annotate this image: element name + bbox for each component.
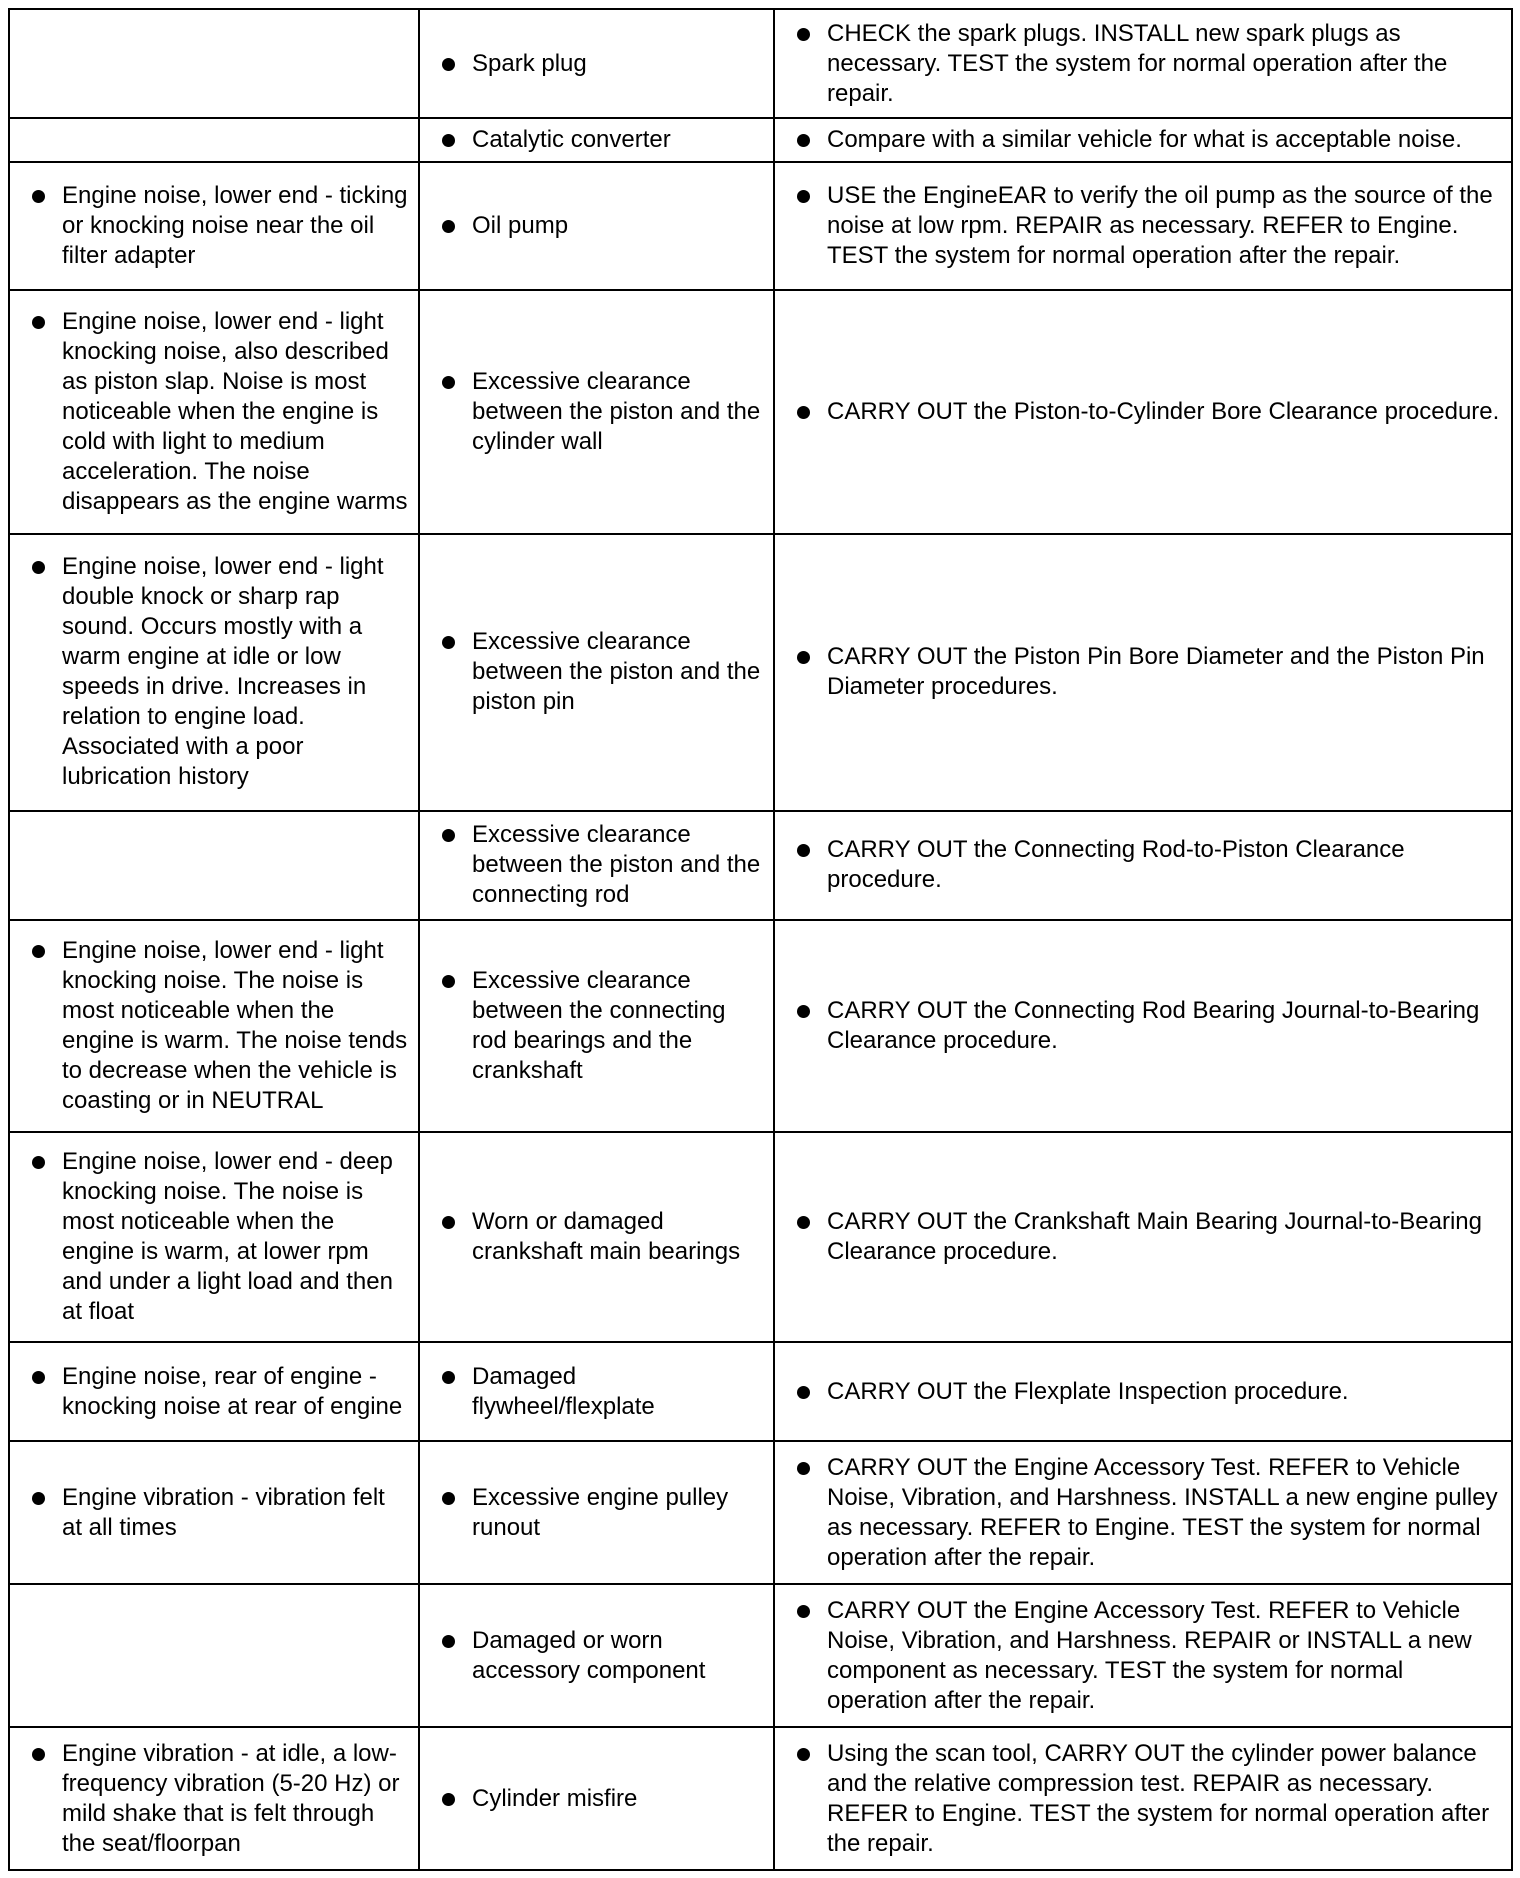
action-cell [774,1727,1512,1870]
bullet-icon [442,376,455,389]
symptom-text: Engine vibration - at idle, a low-frequency vibration (5-20 Hz) or mild shake that is felt through the seat/floorpan [62,1739,400,1857]
table-row [9,534,1512,811]
bullet-icon [442,829,455,842]
action-bullet [783,1596,1503,1716]
bullet-icon [797,1605,810,1618]
symptom-text: Engine vibration - vibration felt at all times [62,1483,385,1541]
bullet-icon [442,1492,455,1505]
cause-bullet [428,1483,765,1543]
action-text: CARRY OUT the Flexplate Inspection procedure. [827,1377,1349,1405]
bullet-icon [442,636,455,649]
cause-text: Excessive clearance between the connecting rod bearings and the crankshaft [472,966,726,1084]
symptom-cell [9,534,419,811]
table-row [9,9,1512,118]
symptom-text: Engine noise, lower end - light double knock or sharp rap sound. Occurs mostly with a warm engine at idle or low speeds in drive. Increases in relation to engine load. Associated with a poor lubrication history [62,553,384,791]
symptom-bullet [18,181,410,271]
action-cell [774,290,1512,533]
action-cell [774,534,1512,811]
action-text: CHECK the spark plugs. INSTALL new spark plugs as necessary. TEST the system for normal operation after the repair. [827,19,1448,107]
cause-text: Damaged or worn accessory component [472,1626,706,1684]
symptom-bullet [18,1483,410,1543]
bullet-icon [797,406,810,419]
bullet-icon [32,561,45,574]
action-cell [774,162,1512,290]
action-text: Compare with a similar vehicle for what is acceptable noise. [827,126,1462,154]
action-cell [774,9,1512,118]
action-bullet [783,181,1503,271]
cause-text: Catalytic converter [472,126,671,154]
cause-text: Excessive clearance between the piston and the piston pin [472,628,761,716]
action-text: CARRY OUT the Engine Accessory Test. REFER to Vehicle Noise, Vibration, and Harshness. INSTALL a new engine pulley as necessary. REFER to Engine. TEST the system for normal operation after the repair. [827,1453,1498,1571]
bullet-icon [797,1005,810,1018]
cause-cell [419,811,774,920]
table-row [9,811,1512,920]
bullet-icon [442,1793,455,1806]
bullet-icon [442,134,455,147]
bullet-icon [442,58,455,71]
cause-bullet [428,820,765,910]
cause-bullet [428,1784,765,1814]
action-cell [774,811,1512,920]
action-bullet [783,642,1503,702]
symptom-cell [9,118,419,162]
symptom-bullet [18,1362,410,1422]
symptom-bullet [18,1739,410,1859]
action-bullet [783,1739,1503,1859]
bullet-icon [797,1386,810,1399]
action-bullet [783,996,1503,1056]
diagnosis-table-body [9,9,1512,1870]
symptom-cell [9,1342,419,1441]
cause-cell [419,118,774,162]
symptom-cell [9,1132,419,1342]
table-row [9,1727,1512,1870]
cause-bullet [428,211,765,241]
action-bullet [783,125,1503,155]
action-bullet [783,397,1503,427]
table-row [9,1584,1512,1727]
bullet-icon [797,1216,810,1229]
bullet-icon [442,1371,455,1384]
bullet-icon [797,651,810,664]
action-text: CARRY OUT the Piston Pin Bore Diameter and the Piston Pin Diameter procedures. [827,643,1485,701]
cause-cell [419,162,774,290]
table-row [9,162,1512,290]
action-bullet [783,835,1503,895]
cause-text: Worn or damaged crankshaft main bearings [472,1207,741,1265]
bullet-icon [797,190,810,203]
action-text: CARRY OUT the Connecting Rod Bearing Journal-to-Bearing Clearance procedure. [827,996,1480,1054]
action-cell [774,1441,1512,1584]
cause-cell [419,1727,774,1870]
symptom-text: Engine noise, lower end - light knocking noise, also described as piston slap. Noise is most noticeable when the engine is cold with light to medium acceleration. The noise disappears as the engine warms [62,307,408,515]
table-row [9,1441,1512,1584]
bullet-icon [797,134,810,147]
symptom-text: Engine noise, rear of engine - knocking noise at rear of engine [62,1362,403,1420]
bullet-icon [797,1462,810,1475]
cause-bullet [428,125,765,155]
cause-text: Excessive engine pulley runout [472,1483,729,1541]
diagnosis-table [8,8,1513,1871]
cause-bullet [428,1362,765,1422]
cause-text: Cylinder misfire [472,1784,638,1812]
bullet-icon [442,975,455,988]
cause-cell [419,1441,774,1584]
bullet-icon [797,28,810,41]
bullet-icon [442,1635,455,1648]
cause-text: Excessive clearance between the piston and the connecting rod [472,821,761,909]
action-text: USE the EngineEAR to verify the oil pump as the source of the noise at low rpm. REPAIR as necessary. REFER to Engine. TEST the system for normal operation after the repair. [827,182,1493,270]
action-cell [774,118,1512,162]
symptom-bullet [18,1147,410,1327]
action-text: CARRY OUT the Piston-to-Cylinder Bore Clearance procedure. [827,397,1500,425]
cause-cell [419,290,774,533]
symptom-cell [9,9,419,118]
action-bullet [783,19,1503,109]
bullet-icon [442,220,455,233]
symptom-text: Engine noise, lower end - deep knocking noise. The noise is most noticeable when the engine is warm, at lower rpm and under a light load and then at float [62,1147,393,1325]
cause-text: Oil pump [472,212,569,240]
symptom-cell [9,811,419,920]
cause-bullet [428,1626,765,1686]
bullet-icon [32,1156,45,1169]
cause-cell [419,9,774,118]
cause-cell [419,1584,774,1727]
symptom-cell [9,1584,419,1727]
cause-cell [419,1132,774,1342]
bullet-icon [32,316,45,329]
symptom-text: Engine noise, lower end - ticking or knocking noise near the oil filter adapter [62,182,408,270]
bullet-icon [797,844,810,857]
cause-cell [419,920,774,1132]
bullet-icon [32,1492,45,1505]
symptom-bullet [18,307,410,517]
table-row [9,920,1512,1132]
bullet-icon [32,190,45,203]
symptom-cell [9,1441,419,1584]
symptom-bullet [18,552,410,792]
action-bullet [783,1453,1503,1573]
action-bullet [783,1377,1503,1407]
cause-bullet [428,1207,765,1267]
action-cell [774,1132,1512,1342]
cause-cell [419,534,774,811]
action-bullet [783,1207,1503,1267]
cause-cell [419,1342,774,1441]
symptom-cell [9,920,419,1132]
cause-bullet [428,966,765,1086]
symptom-cell [9,1727,419,1870]
cause-bullet [428,627,765,717]
action-text: Using the scan tool, CARRY OUT the cylinder power balance and the relative compression test. REPAIR as necessary. REFER to Engine. TEST the system for normal operation after the repair. [827,1739,1490,1857]
cause-bullet [428,49,765,79]
action-cell [774,1342,1512,1441]
action-cell [774,1584,1512,1727]
table-row [9,290,1512,533]
bullet-icon [442,1216,455,1229]
action-text: CARRY OUT the Crankshaft Main Bearing Journal-to-Bearing Clearance procedure. [827,1207,1482,1265]
symptom-cell [9,162,419,290]
action-text: CARRY OUT the Connecting Rod-to-Piston Clearance procedure. [827,836,1405,894]
table-row [9,118,1512,162]
symptom-cell [9,290,419,533]
table-row [9,1132,1512,1342]
action-cell [774,920,1512,1132]
action-text: CARRY OUT the Engine Accessory Test. REFER to Vehicle Noise, Vibration, and Harshness. REPAIR or INSTALL a new component as necessary. TEST the system for normal operation after the repair. [827,1596,1472,1714]
cause-text: Spark plug [472,49,587,77]
bullet-icon [32,1748,45,1761]
bullet-icon [32,945,45,958]
cause-text: Excessive clearance between the piston and the cylinder wall [472,367,761,455]
bullet-icon [797,1748,810,1761]
symptom-bullet [18,936,410,1116]
table-row [9,1342,1512,1441]
symptom-text: Engine noise, lower end - light knocking noise. The noise is most noticeable when the engine is warm. The noise tends to decrease when the vehicle is coasting or in NEUTRAL [62,936,408,1114]
cause-text: Damaged flywheel/flexplate [472,1362,655,1420]
cause-bullet [428,367,765,457]
bullet-icon [32,1371,45,1384]
